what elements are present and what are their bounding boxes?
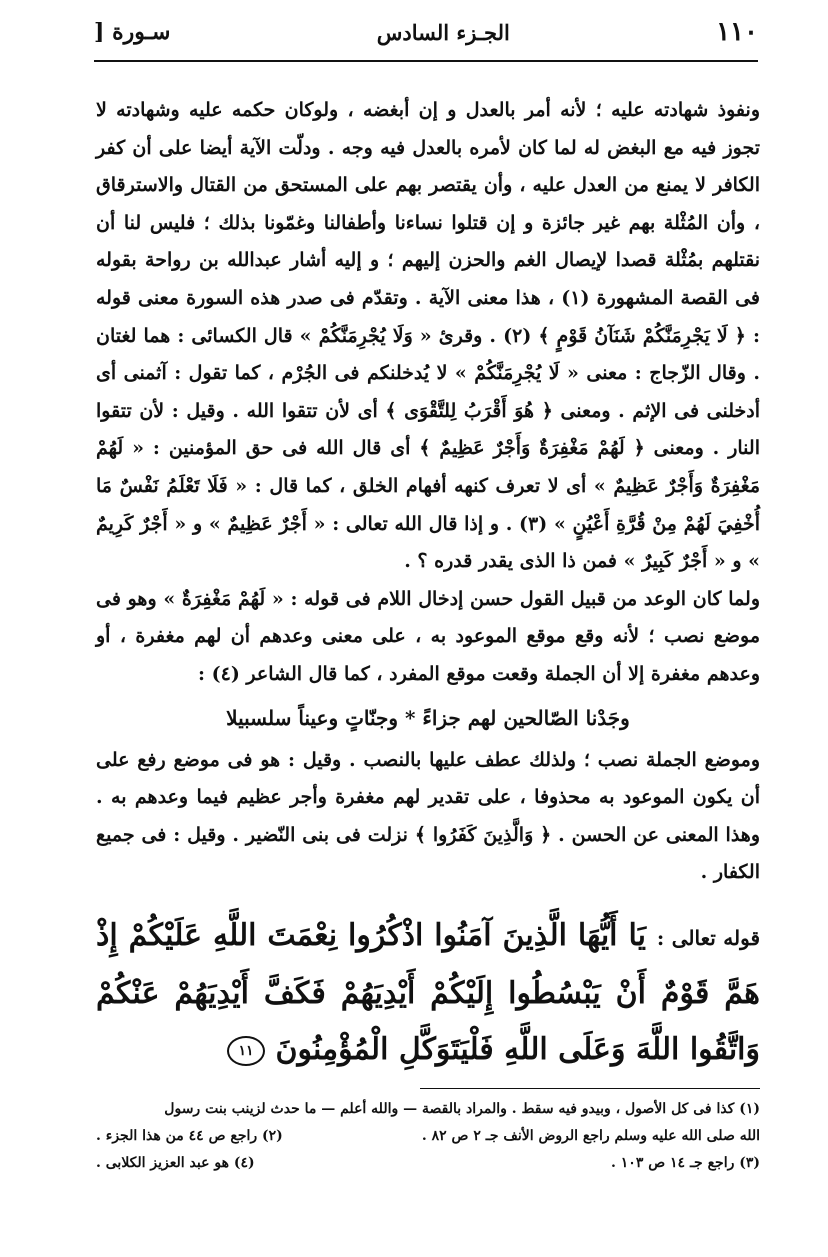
page-header	[94, 14, 758, 50]
paragraph: وموضع الجملة نصب ؛ ولذلك عطف عليها بالنصب . وقيل : هو فى موضع رفع على أن يكون الموعود به محذوفا ، على تقدير لهم مغفرة وأجر عظيم فيما وعدهم به . وهذا المعنى عن الحسن . ﴿ وَالَّذِينَ كَفَرُوا ﴾ نزلت فى بنى النّضير . وقيل : فى جميع الكفار .	[96, 748, 760, 884]
footnote-row	[96, 1150, 760, 1177]
verse-lead-in: قوله تعالى :	[656, 926, 761, 950]
section-label: سـورة [	[94, 19, 171, 45]
footnote-1-continued: الله صلى الله عليه وسلم راجع الروض الأنف جـ ٢ ص ٨٢ .	[421, 1128, 760, 1144]
header-rule	[94, 60, 758, 62]
page-number: ١١٠	[716, 17, 758, 47]
quran-text: يَا أَيُّهَا الَّذِينَ آمَنُوا اذْكُرُوا نِعْمَتَ اللَّهِ عَلَيْكُمْ إِذْ هَمَّ قَوْمٌ أَنْ يَبْسُطُوا إِلَيْكُمْ أَيْدِيَهُمْ فَكَفَّ أَيْدِيَهُمْ عَنْكُمْ وَاتَّقُوا اللَّهَ وَعَلَى اللَّهِ فَلْيَتَوَكَّلِ الْمُؤْمِنُونَ	[96, 918, 760, 1067]
footnote-2: (٢) راجع ص ٤٤ من هذا الجزء .	[96, 1128, 283, 1144]
footnotes	[96, 1096, 760, 1177]
footnote-1: (١) كذا فى كل الأصول ، وبيدو فيه سقط . والمراد بالقصة — والله أعلم — ما حدث لزينب بنت رسول	[164, 1101, 760, 1117]
paragraph: ونفوذ شهادته عليه ؛ لأنه أمر بالعدل و إن أبغضه ، ولوكان حكمه عليه وشهادته لا تجوز فيه مع البغض له لما كان لأمره بالعدل فيه وجه . ودلّت الآية أيضا على أن كفر الكافر لا يمنع من العدل عليه ، وأن يقتصر بهم على المستحق من القتال والاسترقاق ، وأن المُثْلة بهم غير جائزة و إن قتلوا نساءنا وأطفالنا وغمّونا بذلك ؛ فليس لنا أن نقتلهم بمُثْلة قصدا لإيصال الغم والحزن إليهم ؛ و إليه أشار عبدالله بن رواحة بقوله فى القصة المشهورة (١) ، هذا معنى الآية . وتقدّم فى صدر هذه السورة معنى قوله : ﴿ لَا يَجْرِمَنَّكُمْ شَنَآنُ قَوْمٍ ﴾ (٢) . وقرئ « وَلَا يُجْرِمَنَّكُمْ » قال الكسائى : هما لغتان . وقال الزّجاج : معنى « لَا يُجْرِمَنَّكُمْ » لا يُدخلنكم فى الجُرْم ، كما تقول : آثمنى أى أدخلنى فى الإثم . ومعنى ﴿ هُوَ أَقْرَبُ لِلتَّقْوَى ﴾ أى لأن تتقوا الله . وقيل : لأن تتقوا النار . ومعنى ﴿ لَهُمْ مَغْفِرَةٌ وَأَجْرٌ عَظِيمٌ ﴾ أى قال الله فى حق المؤمنين : « لَهُمْ مَغْفِرَةٌ وَأَجْرٌ عَظِيمٌ » أى لا تعرف كنهه أفهام الخلق ، كما قال : « فَلَا تَعْلَمُ نَفْسٌ مَا أُخْفِيَ لَهُمْ مِنْ قُرَّةِ أَعْيُنٍ » (٣) . و إذا قال الله تعالى : « أَجْرٌ عَظِيمٌ » و « أَجْرٌ كَرِيمٌ » و « أَجْرٌ كَبِيرٌ » فمن ذا الذى يقدر قدره ؟ .	[96, 99, 760, 573]
footnote-separator	[420, 1088, 760, 1089]
commentary-body	[96, 92, 760, 892]
footnote-4: (٤) هو عبد العزيز الكلابى .	[96, 1155, 255, 1171]
ayah-number-marker: ١١	[227, 1036, 265, 1066]
poetry-verse: وجَدْنا الصّالحين لهم جزاءً * وجنّاتٍ وعيناً سلسبيلا	[226, 705, 630, 730]
footnote-3: (٣) راجع جـ ١٤ ص ١٠٣ .	[611, 1155, 760, 1171]
footnote-row	[96, 1123, 760, 1150]
paragraph: ولما كان الوعد من قبيل القول حسن إدخال اللام فى قوله : « لَهُمْ مَغْفِرَةٌ » وهو فى موضع نصب ؛ لأنه وقع موقع الموعود به ، على معنى وعدهم أن لهم مغفرة ، أو وعدهم مغفرة إلا أن الجملة وقعت موقع المفرد ، كما قال الشاعر (٤) :	[96, 587, 760, 685]
running-title: الجـزء السادس	[376, 19, 510, 45]
quran-verse-block	[96, 908, 760, 1078]
